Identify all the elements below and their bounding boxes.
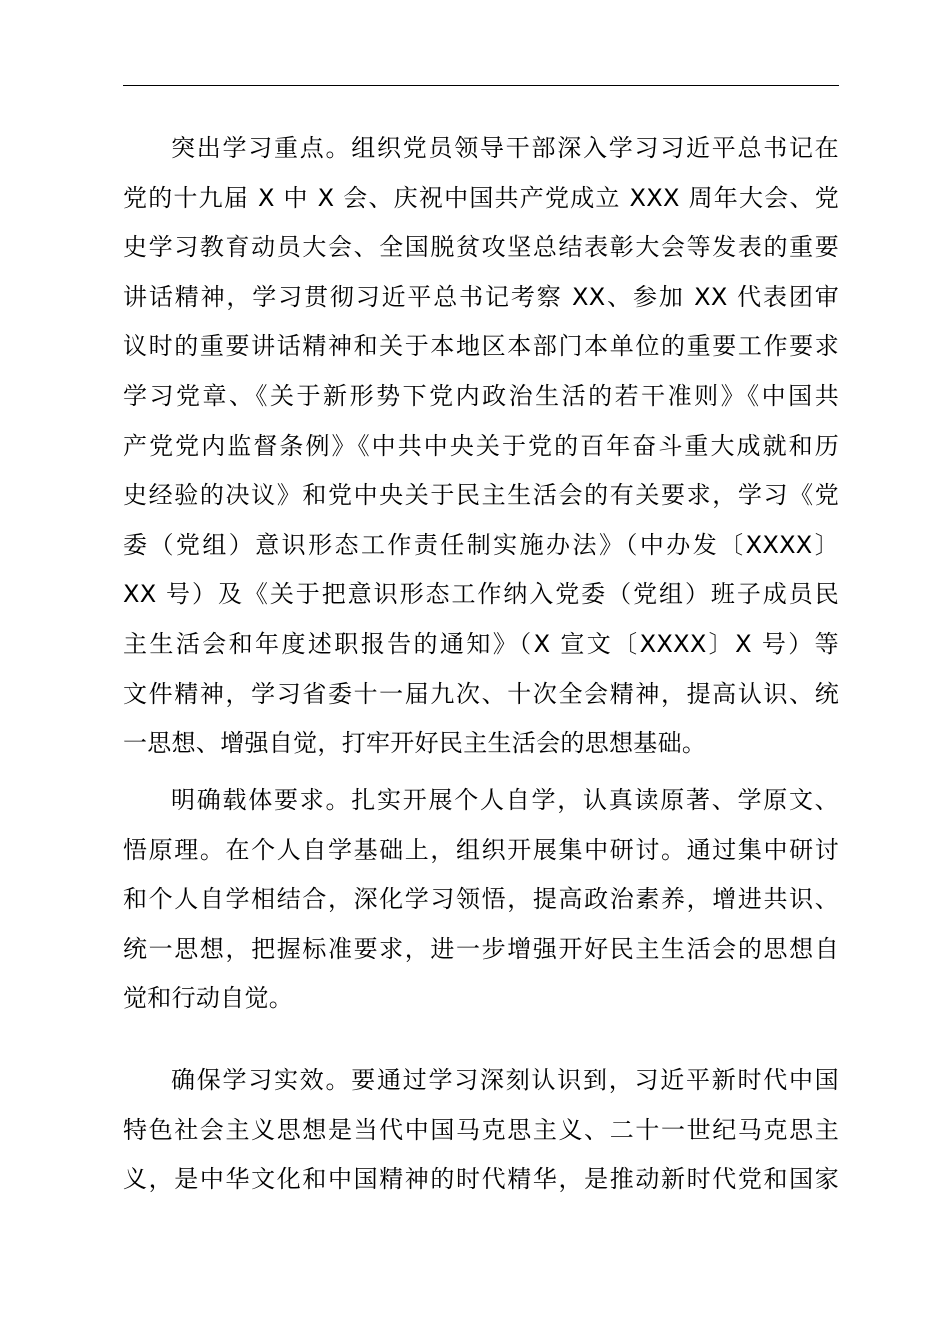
document-body bbox=[123, 124, 839, 1205]
text-line: 确保学习实效。要通过学习深刻认识到，习近平新时代中国 bbox=[171, 1066, 839, 1094]
paragraph-carrier-requirements bbox=[123, 776, 839, 1024]
text-line: 统一思想，把握标准要求，进一步增强开好民主生活会的思想自 bbox=[123, 934, 839, 963]
text-line: XX 号）及《关于把意识形态工作纳入党委（党组）班子成员民 bbox=[123, 580, 839, 609]
text-line: 党的十九届 X 中 X 会、庆祝中国共产党成立 XXX 周年大会、党 bbox=[123, 183, 839, 212]
text-line: 讲话精神，学习贯彻习近平总书记考察 XX、参加 XX 代表团审 bbox=[123, 282, 839, 311]
text-line: 突出学习重点。组织党员领导干部深入学习习近平总书记在 bbox=[171, 134, 839, 162]
text-line: 主生活会和年度述职报告的通知》（X 宣文〔XXXX〕X 号）等 bbox=[123, 629, 839, 658]
text-line: 学习党章、《关于新形势下党内政治生活的若干准则》《中国共 bbox=[123, 381, 839, 410]
text-line: 议时的重要讲话精神和关于本地区本部门本单位的重要工作要求 bbox=[123, 332, 839, 361]
text-line: 产党党内监督条例》《中共中央关于党的百年奋斗重大成就和历 bbox=[123, 431, 839, 460]
text-line: 觉和行动自觉。 bbox=[123, 984, 294, 1013]
text-line: 史学习教育动员大会、全国脱贫攻坚总结表彰大会等发表的重要 bbox=[123, 233, 839, 262]
text-line: 特色社会主义思想是当代中国马克思主义、二十一世纪马克思主 bbox=[123, 1115, 839, 1144]
text-line: 悟原理。在个人自学基础上，组织开展集中研讨。通过集中研讨 bbox=[123, 835, 839, 864]
text-line: 委（党组）意识形态工作责任制实施办法》（中办发〔XXXX〕 bbox=[123, 530, 839, 559]
header-rule bbox=[123, 85, 839, 86]
paragraph-study-effectiveness bbox=[123, 1056, 839, 1205]
text-line: 义，是中华文化和中国精神的时代精华，是推动新时代党和国家 bbox=[123, 1165, 839, 1194]
text-line: 和个人自学相结合，深化学习领悟，提高政治素养，增进共识、 bbox=[123, 885, 839, 914]
text-line: 文件精神，学习省委十一届九次、十次全会精神，提高认识、统 bbox=[123, 679, 839, 708]
text-line: 明确载体要求。扎实开展个人自学，认真读原著、学原文、 bbox=[171, 786, 839, 814]
paragraph-study-focus bbox=[123, 124, 839, 758]
text-line: 史经验的决议》和党中央关于民主生活会的有关要求，学习《党 bbox=[123, 481, 839, 510]
text-line: 一思想、增强自觉，打牢开好民主生活会的思想基础。 bbox=[123, 729, 707, 758]
